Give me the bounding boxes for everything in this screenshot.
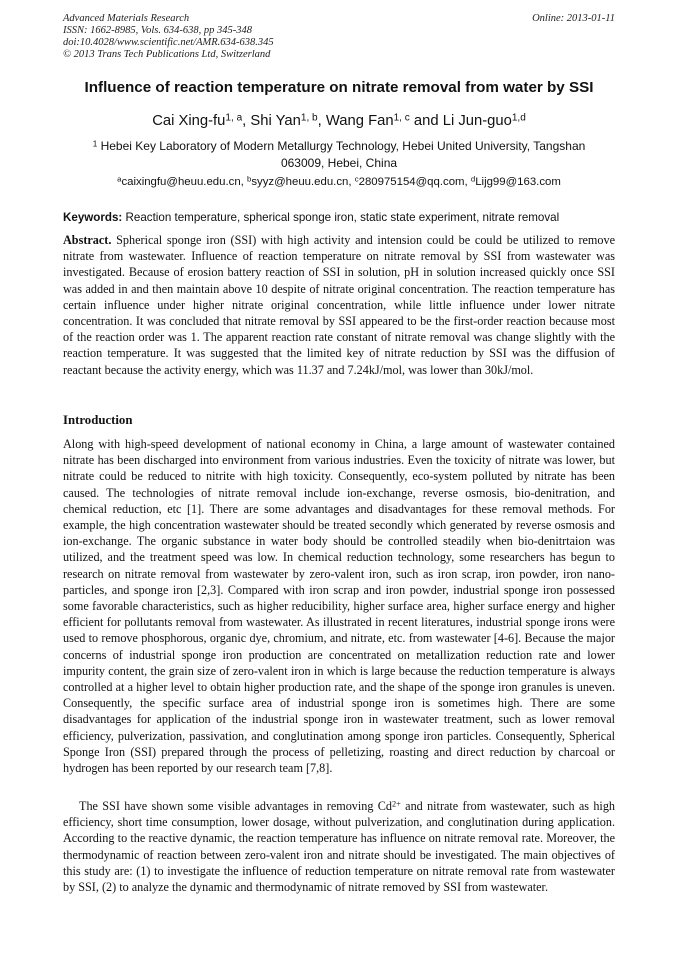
journal-doi: doi:10.4028/www.scientific.net/AMR.634-638.345 [63, 37, 274, 48]
email-mark: d [470, 174, 476, 184]
author-name: Cai Xing-fu [152, 113, 226, 129]
paper-title: Influence of reaction temperature on nitrate removal from water by SSI [84, 79, 594, 96]
paragraph-text: and nitrate from wastewater, such as high efficiency, short time consumption, lower dosage, without pulverization, and conglutination during application. According to the reactive dynamic, the reaction temperature has influence on nitrate removal rate. Moreover, the thermodynamic of reaction between zero-valent iron and nitrate should be investigated. The main objectives of this study are: (1) to investigate the influence of reduction temperature on nitrate removal rate from wastewater by SSI, (2) to analyze the dynamic and thermodynamic of nitrate removed by SSI from wastewater. [63, 799, 616, 895]
author-list [40, 113, 638, 129]
author-name: Li Jun-guo [442, 113, 512, 129]
ion-charge-superscript: 2+ [392, 799, 401, 809]
section-heading-introduction: Introduction [63, 413, 133, 427]
email-address[interactable]: 280975154@qq.com [358, 176, 465, 188]
email-address[interactable]: syyz@heuu.edu.cn [251, 176, 349, 188]
author-affil-mark: 1, b [300, 112, 318, 124]
keywords-label: Keywords: [63, 211, 123, 224]
journal-issn: ISSN: 1662-8985, Vols. 634-638, pp 345-348 [63, 25, 252, 36]
abstract [63, 232, 615, 378]
author-name: Shi Yan [250, 113, 301, 129]
introduction-paragraph-2 [63, 798, 615, 895]
online-date: Online: 2013-01-11 [532, 13, 615, 24]
email-list [40, 176, 638, 188]
email-address[interactable]: Lijg99@163.com [475, 176, 561, 188]
email-separator: , [464, 176, 471, 188]
author-affil-mark: 1, c [393, 112, 410, 124]
author-separator: , [317, 113, 326, 129]
journal-copyright: © 2013 Trans Tech Publications Ltd, Switzerland [63, 49, 271, 60]
affiliation [70, 138, 608, 172]
journal-header [63, 13, 615, 61]
author-separator: and [409, 113, 443, 129]
email-separator: , [348, 176, 355, 188]
introduction-paragraph-1: Along with high-speed development of national economy in China, a large amount of wastewater contained nitrate has been discharged into environment from various industries. Even the toxicity of nitrate was lower, but nitrate could be reduced to nitrite with high toxicity. Consequently, eco-system polluted by nitrate has been caused. The technologies of nitrate removal include ion-exchange, reverse osmosis, bio-denitration, and chemical reduction, etc [1]. There are some advantages and disadvantages for these removal methods. For example, the high concentration wastewater should be treated secondly which generated by reverse osmosis and ion-exchange. The organic substance in water body should be controlled steadily when bio-denitrtaion was utilized, and the treatment speed was low. In chemical reduction technology, some researchers has begun to research on nitrate removal from wastewater by zero-valent iron, such as iron scrap, iron powder, iron nano-particles, and sponge iron [2,3]. Compared with iron scrap and iron powder, industrial sponge iron possessed some favorable characteristics, such as higher reducibility, higher surface area, higher surface energy and higher efficient for pollutants removal from wastewater. As illustrated in recent literatures, industrial sponge irons were used to remove phosphorous, organic dye, chromium, and nitrate, etc. from wastewater [4-6]. Because the major concerns of industrial sponge iron production are concentrated on metallization reduction rate and lower impurity content, the grain size of zero-valent iron in which is large because the reduction temperature is always controlled at a higher level to obtain higher production rate, and the shape of the sponge iron granules is uneven. Consequently, the specific surface area of industrial sponge iron is sometimes high. There are some disadvantages for application of the industrial sponge iron in wastewater treatment, such as lower removal efficiency, pulverization, passivation, and conglutination among sponge iron particles. Consequently, Spherical Sponge Iron (SSI) prepared through the process of pelletizing, roasting and direct reduction by charcoal or hydrogen has been reported by our research team [7,8]. [63, 437, 615, 776]
affiliation-text: Hebei Key Laboratory of Modern Metallurgy Technology, Hebei United University, Tangshan 063009, Hebei, China [100, 139, 586, 170]
keywords-text: Reaction temperature, spherical sponge iron, static state experiment, nitrate removal [125, 211, 560, 224]
author-affil-mark: 1, a [225, 112, 243, 124]
author-separator: , [242, 113, 251, 129]
affiliation-mark: 1 [92, 139, 98, 149]
email-address[interactable]: caixingfu@heuu.edu.cn [121, 176, 241, 188]
paragraph-text: The SSI have shown some visible advantages in removing Cd [79, 799, 393, 813]
abstract-text: Spherical sponge iron (SSI) with high activity and intension could be could be utilized to remove nitrate from wastewater. Influence of reaction temperature on nitrate removal by SSI from wastewater was investigated. Because of erosion battery reaction of SSI in solution, pH in solution increased quickly once SSI was added in and then maintain above 10 despite of nitrate original concentration. The reaction temperature has certain influence under higher nitrate original concentration, while little influence under lower nitrate concentration. It was concluded that nitrate removal by SSI appeared to be the first-order reaction because most of the reaction order was 1. The apparent reaction rate constant of nitrate removal was change slightly with the reaction temperature. It was suggested that the limited key of nitrate reduction by SSI was the diffusion of reactant because the activity energy, which was 11.37 and 7.24kJ/mol, was lower than 30kJ/mol. [63, 233, 616, 377]
abstract-label: Abstract. [63, 233, 112, 247]
email-mark: b [247, 174, 252, 184]
author-affil-mark: 1,d [511, 112, 526, 124]
email-separator: , [240, 176, 248, 188]
author-name: Wang Fan [325, 113, 394, 129]
journal-name: Advanced Materials Research [63, 13, 190, 24]
email-mark: c [354, 174, 359, 184]
email-mark: a [117, 174, 122, 184]
keywords [63, 211, 623, 224]
